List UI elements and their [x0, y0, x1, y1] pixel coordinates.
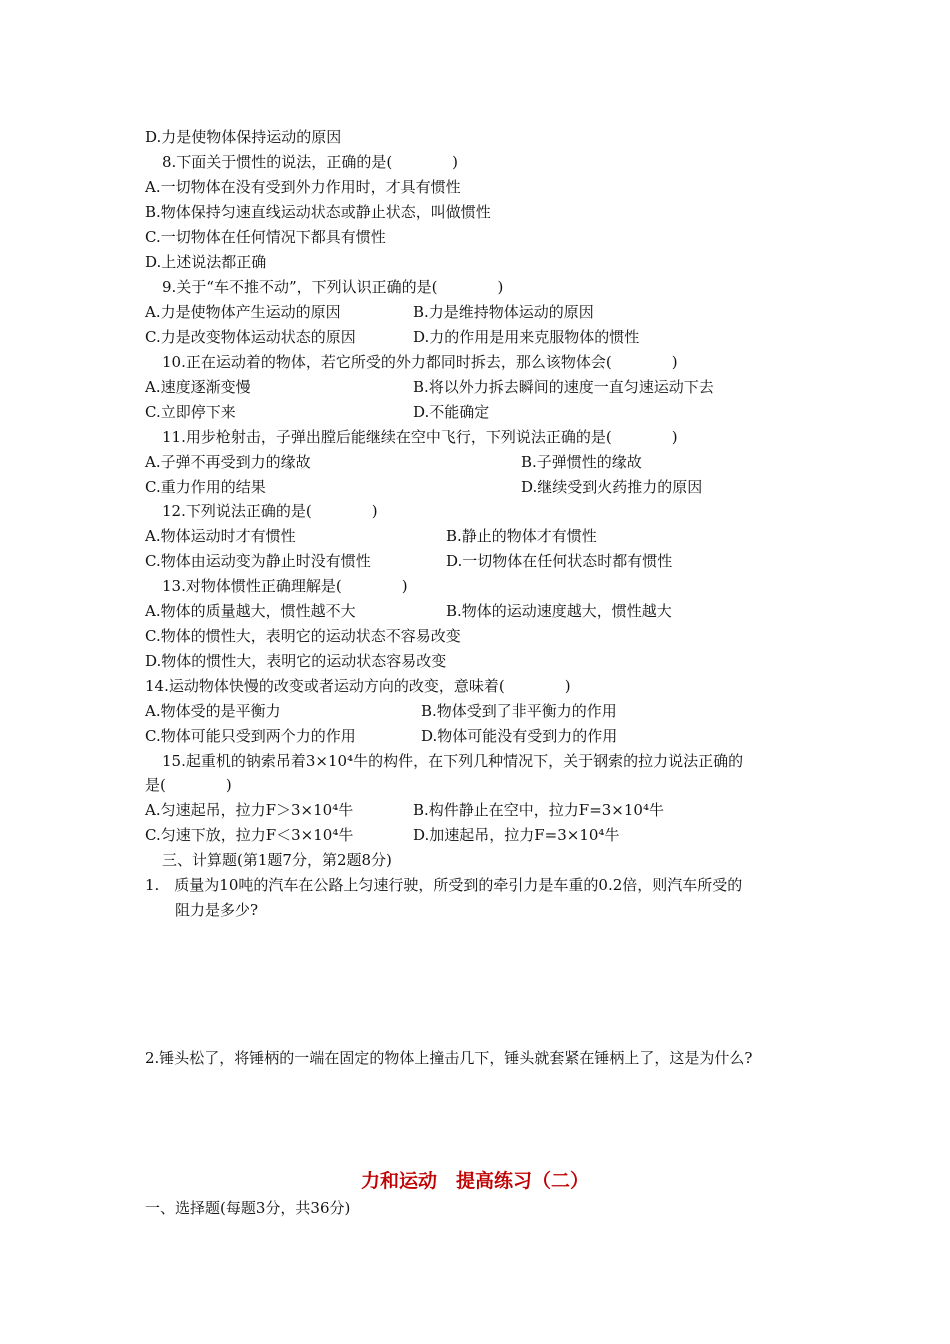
q8-option-c: C.一切物体在任何情况下都具有惯性 — [145, 228, 386, 246]
q9-option-c: C.力是改变物体运动状态的原因 — [145, 328, 356, 346]
calc-q1-stem: 1. 质量为10吨的汽车在公路上匀速行驶，所受到的牵引力是车重的0.2倍，则汽车所受的 — [145, 876, 743, 894]
q11-option-a: A.子弹不再受到力的缘故 — [145, 453, 311, 471]
q12-stem: 12.下列说法正确的是( ) — [162, 502, 378, 520]
q10-option-b: B.将以外力拆去瞬间的速度一直匀速运动下去 — [413, 378, 714, 396]
q10-stem: 10.正在运动着的物体，若它所受的外力都同时拆去，那么该物体会( ) — [162, 353, 678, 371]
q15-stem: 15.起重机的钠索吊着3×10⁴牛的构件，在下列几种情况下，关于钢索的拉力说法正确的 — [162, 752, 744, 770]
q15-option-b: B.构件静止在空中，拉力F=3×10⁴牛 — [413, 801, 664, 819]
q8-option-a: A.一切物体在没有受到外力作用时，才具有惯性 — [145, 178, 461, 196]
q15-option-a: A.匀速起吊，拉力F＞3×10⁴牛 — [145, 801, 354, 819]
q12-option-c: C.物体由运动变为静止时没有惯性 — [145, 552, 371, 570]
q10-option-a: A.速度逐渐变慢 — [145, 378, 251, 396]
q14-option-a: A.物体受的是平衡力 — [145, 702, 281, 720]
q8-option-b: B.物体保持匀速直线运动状态或静止状态，叫做惯性 — [145, 203, 491, 221]
q12-option-d: D.一切物体在任何状态时都有惯性 — [446, 552, 673, 570]
q7-option-d: D.力是使物体保持运动的原因 — [145, 128, 342, 146]
q9-option-b: B.力是维持物体运动的原因 — [413, 303, 594, 321]
q15-option-c: C.匀速下放，拉力F＜3×10⁴牛 — [145, 826, 354, 844]
q12-option-a: A.物体运动时才有惯性 — [145, 527, 296, 545]
q10-option-c: C.立即停下来 — [145, 403, 236, 421]
q14-option-d: D.物体可能没有受到力的作用 — [421, 727, 618, 745]
q13-option-d: D.物体的惯性大，表明它的运动状态容易改变 — [145, 652, 447, 670]
q11-option-c: C.重力作用的结果 — [145, 478, 266, 496]
q13-stem: 13.对物体惯性正确理解是( ) — [162, 577, 408, 595]
q9-stem: 9.关于“车不推不动”，下列认识正确的是( ) — [162, 278, 504, 296]
section-3-heading: 三、计算题(第1题7分，第2题8分) — [162, 851, 392, 869]
q12-option-b: B.静止的物体才有惯性 — [446, 527, 597, 545]
q13-option-a: A.物体的质量越大，惯性越不大 — [145, 602, 356, 620]
q14-option-c: C.物体可能只受到两个力的作用 — [145, 727, 356, 745]
q15-option-d: D.加速起吊，拉力F=3×10⁴牛 — [413, 826, 620, 844]
q11-option-b: B.子弹惯性的缘故 — [521, 453, 642, 471]
calc-q1-stem-cont: 阻力是多少? — [175, 901, 259, 919]
q8-stem: 8.下面关于惯性的说法，正确的是( ) — [162, 153, 459, 171]
q11-option-d: D.继续受到火药推力的原因 — [521, 478, 703, 496]
q8-option-d: D.上述说法都正确 — [145, 253, 267, 271]
q14-option-b: B.物体受到了非平衡力的作用 — [421, 702, 617, 720]
q9-option-a: A.力是使物体产生运动的原因 — [145, 303, 341, 321]
q11-stem: 11.用步枪射击，子弹出膛后能继续在空中飞行，下列说法正确的是( ) — [162, 428, 678, 446]
calc-q2-stem: 2.锤头松了，将锤柄的一端在固定的物体上撞击几下，锤头就套紧在锤柄上了，这是为什么? — [145, 1049, 753, 1067]
q15-stem-cont: 是( ) — [145, 776, 232, 794]
q13-option-c: C.物体的惯性大，表明它的运动状态不容易改变 — [145, 627, 461, 645]
q13-option-b: B.物体的运动速度越大，惯性越大 — [446, 602, 672, 620]
section-1-heading: 一、选择题(每题3分，共36分) — [145, 1199, 351, 1217]
exercise-title: 力和运动 提高练习（二） — [360, 1170, 589, 1192]
q14-stem: 14.运动物体快慢的改变或者运动方向的改变，意味着( ) — [145, 677, 571, 695]
q10-option-d: D.不能确定 — [413, 403, 490, 421]
q9-option-d: D.力的作用是用来克服物体的惯性 — [413, 328, 640, 346]
